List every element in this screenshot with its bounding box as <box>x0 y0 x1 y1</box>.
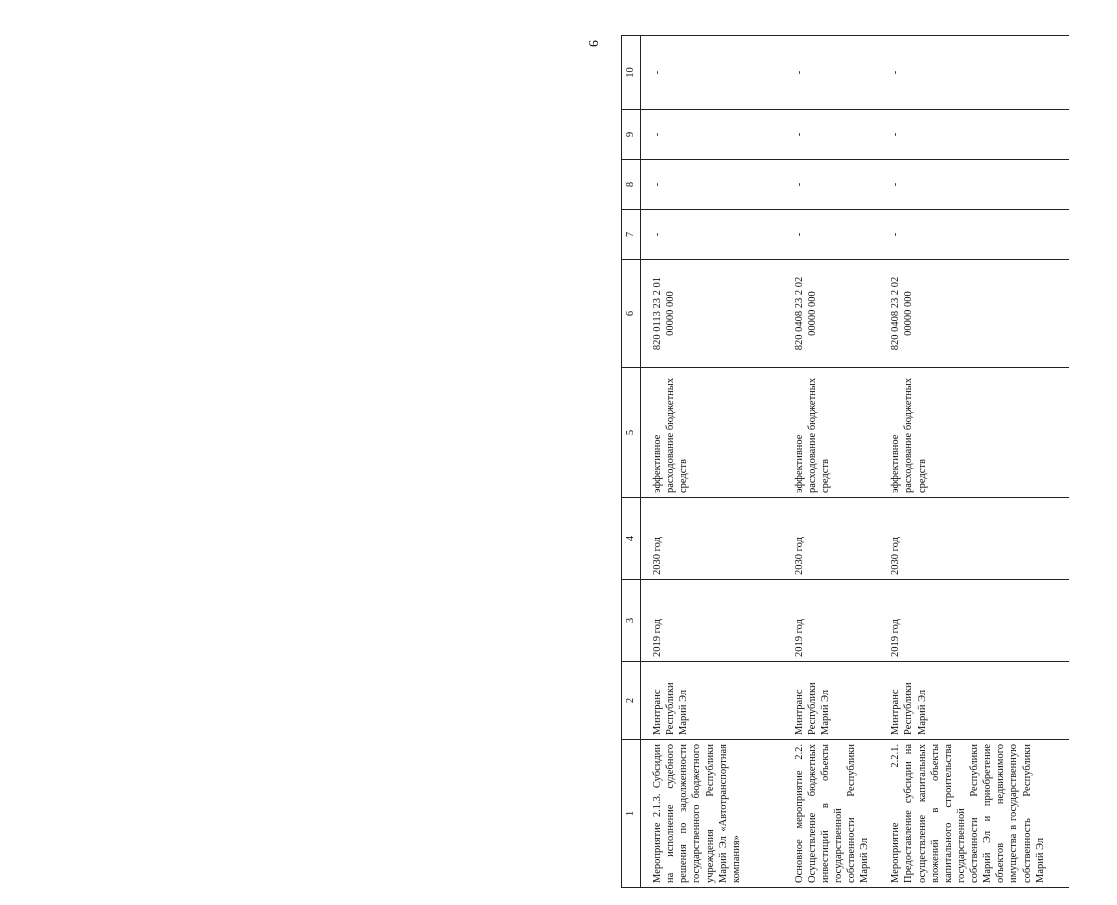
budget-code: 820 0113 23 2 01 00000 000 <box>641 260 783 368</box>
col-header-8: 8 <box>622 160 641 210</box>
col-header-5: 5 <box>622 368 641 498</box>
value-10: - <box>879 36 1069 110</box>
executor: Минтранс Республики Марий Эл <box>879 662 1069 740</box>
col-header-1: 1 <box>622 740 641 888</box>
expected-result: эффективное расходование бюджетных средств <box>879 368 1069 498</box>
end-year: 2030 год <box>641 498 783 580</box>
value-9: - <box>783 110 880 160</box>
table-row <box>641 36 783 888</box>
col-header-7: 7 <box>622 210 641 260</box>
end-year: 2030 год <box>783 498 880 580</box>
end-year: 2030 год <box>879 498 1069 580</box>
value-9: - <box>641 110 783 160</box>
activities-table <box>621 35 1069 888</box>
page-number: 9 <box>585 40 600 47</box>
start-year: 2019 год <box>879 580 1069 662</box>
value-8: - <box>783 160 880 210</box>
value-7: - <box>879 210 1069 260</box>
budget-code: 820 0408 23 2 02 00000 000 <box>879 260 1069 368</box>
col-header-9: 9 <box>622 110 641 160</box>
table-row <box>879 36 1069 888</box>
value-8: - <box>641 160 783 210</box>
activity-name: Основное мероприятие 2.2. Осуществление бюджетных инвестиций в объекты государственной собственности Республики Марий Эл <box>783 740 880 888</box>
expected-result: эффективное расходование бюджетных средств <box>641 368 783 498</box>
table-row <box>783 36 880 888</box>
table-container <box>621 36 1117 888</box>
expected-result: эффективное расходование бюджетных средств <box>783 368 880 498</box>
activity-name: Мероприятие 2.2.1. Предоставление субсидии на осуществление капитальных вложений в объекты капитального строительства государственной собственности Республики Марий Эл и приобретение объектов недвижимого имущества в государственную собственность Республики Марий Эл <box>879 740 1069 888</box>
activity-name: Мероприятие 2.1.3. Субсидии на исполнение судебного решения по задолженности государственного бюджетного учреждения Республики Марий Эл «Автотранспортная компания» <box>641 740 783 888</box>
col-header-2: 2 <box>622 662 641 740</box>
executor: Минтранс Республики Марий Эл <box>783 662 880 740</box>
budget-code: 820 0408 23 2 02 00000 000 <box>783 260 880 368</box>
col-header-10: 10 <box>622 36 641 110</box>
col-header-3: 3 <box>622 580 641 662</box>
value-7: - <box>641 210 783 260</box>
header-row <box>622 36 641 888</box>
start-year: 2019 год <box>641 580 783 662</box>
executor: Минтранс Республики Марий Эл <box>641 662 783 740</box>
value-10: - <box>783 36 880 110</box>
col-header-4: 4 <box>622 498 641 580</box>
value-8: - <box>879 160 1069 210</box>
start-year: 2019 год <box>783 580 880 662</box>
value-10: - <box>641 36 783 110</box>
value-7: - <box>783 210 880 260</box>
value-9: - <box>879 110 1069 160</box>
col-header-6: 6 <box>622 260 641 368</box>
